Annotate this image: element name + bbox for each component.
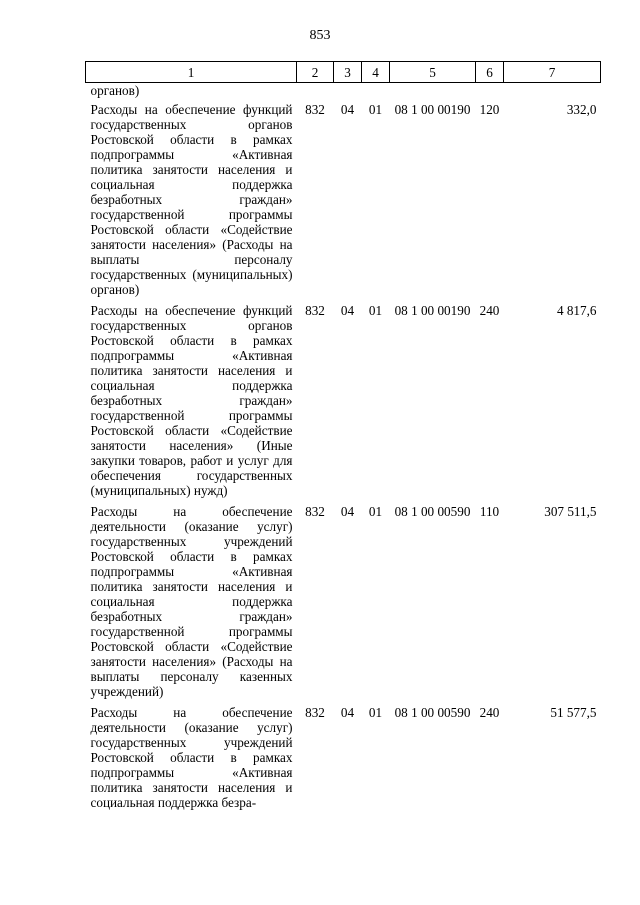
table-header-row <box>86 62 601 83</box>
row-col3: 04 <box>340 102 355 117</box>
row-col5: 08 1 00 00590 <box>394 705 471 720</box>
row-description: Расходы на обеспечение деятельности (оказание услуг) государственных учреждений Ростовской области в рамках подпрограммы «Активная политика занятости населения и социальная поддержка безра- <box>90 705 293 810</box>
continuation-row <box>86 83 601 103</box>
row-description: Расходы на обеспечение функций государственных органов Ростовской области в рамках подпрограммы «Активная политика занятости населения и социальная поддержка безработных граждан» государственной программы Ростовской области «Содействие занятости населения» (Расходы на выплаты персоналу государственных (муниципальных) органов) <box>90 102 293 297</box>
row-col6: 120 <box>479 102 500 117</box>
row-col2: 832 <box>305 303 325 318</box>
table-row <box>86 705 601 816</box>
table-row <box>86 102 601 303</box>
row-col2: 832 <box>305 102 325 117</box>
row-col5: 08 1 00 00190 <box>394 303 471 318</box>
page-number: 853 <box>309 28 331 43</box>
table-row <box>86 303 601 504</box>
row-description: Расходы на обеспечение деятельности (оказание услуг) государственных учреждений Ростовской области в рамках подпрограммы «Активная политика занятости населения и социальная поддержка безработных граждан» государственной программы Ростовской области «Содействие занятости населения» (Расходы на выплаты персоналу казенных учреждений) <box>90 504 293 699</box>
row-col4: 01 <box>368 705 383 720</box>
column-header-6: 6 <box>476 62 504 83</box>
row-col5: 08 1 00 00190 <box>394 102 471 117</box>
row-col6: 110 <box>479 504 500 519</box>
row-amount: 51 577,5 <box>550 705 597 720</box>
row-amount: 4 817,6 <box>556 303 597 318</box>
column-header-5: 5 <box>390 62 476 83</box>
column-header-3: 3 <box>334 62 362 83</box>
budget-table <box>85 61 601 816</box>
row-col5: 08 1 00 00590 <box>394 504 471 519</box>
row-col4: 01 <box>368 303 383 318</box>
column-header-1: 1 <box>86 62 297 83</box>
row-col3: 04 <box>340 303 355 318</box>
row-amount: 307 511,5 <box>544 504 597 519</box>
row-col3: 04 <box>340 504 355 519</box>
continuation-text: органов) <box>90 83 140 98</box>
column-header-2: 2 <box>297 62 334 83</box>
row-amount: 332,0 <box>566 102 597 117</box>
row-col4: 01 <box>368 102 383 117</box>
row-col4: 01 <box>368 504 383 519</box>
row-col6: 240 <box>479 705 500 720</box>
table-row <box>86 504 601 705</box>
column-header-7: 7 <box>504 62 601 83</box>
row-col6: 240 <box>479 303 500 318</box>
row-description: Расходы на обеспечение функций государственных органов Ростовской области в рамках подпрограммы «Активная политика занятости населения и социальная поддержка безработных граждан» государственной программы Ростовской области «Содействие занятости населения» (Иные закупки товаров, работ и услуг для обеспечения государственных (муниципальных) нужд) <box>90 303 293 498</box>
row-col2: 832 <box>305 504 325 519</box>
row-col3: 04 <box>340 705 355 720</box>
column-header-4: 4 <box>362 62 390 83</box>
row-col2: 832 <box>305 705 325 720</box>
